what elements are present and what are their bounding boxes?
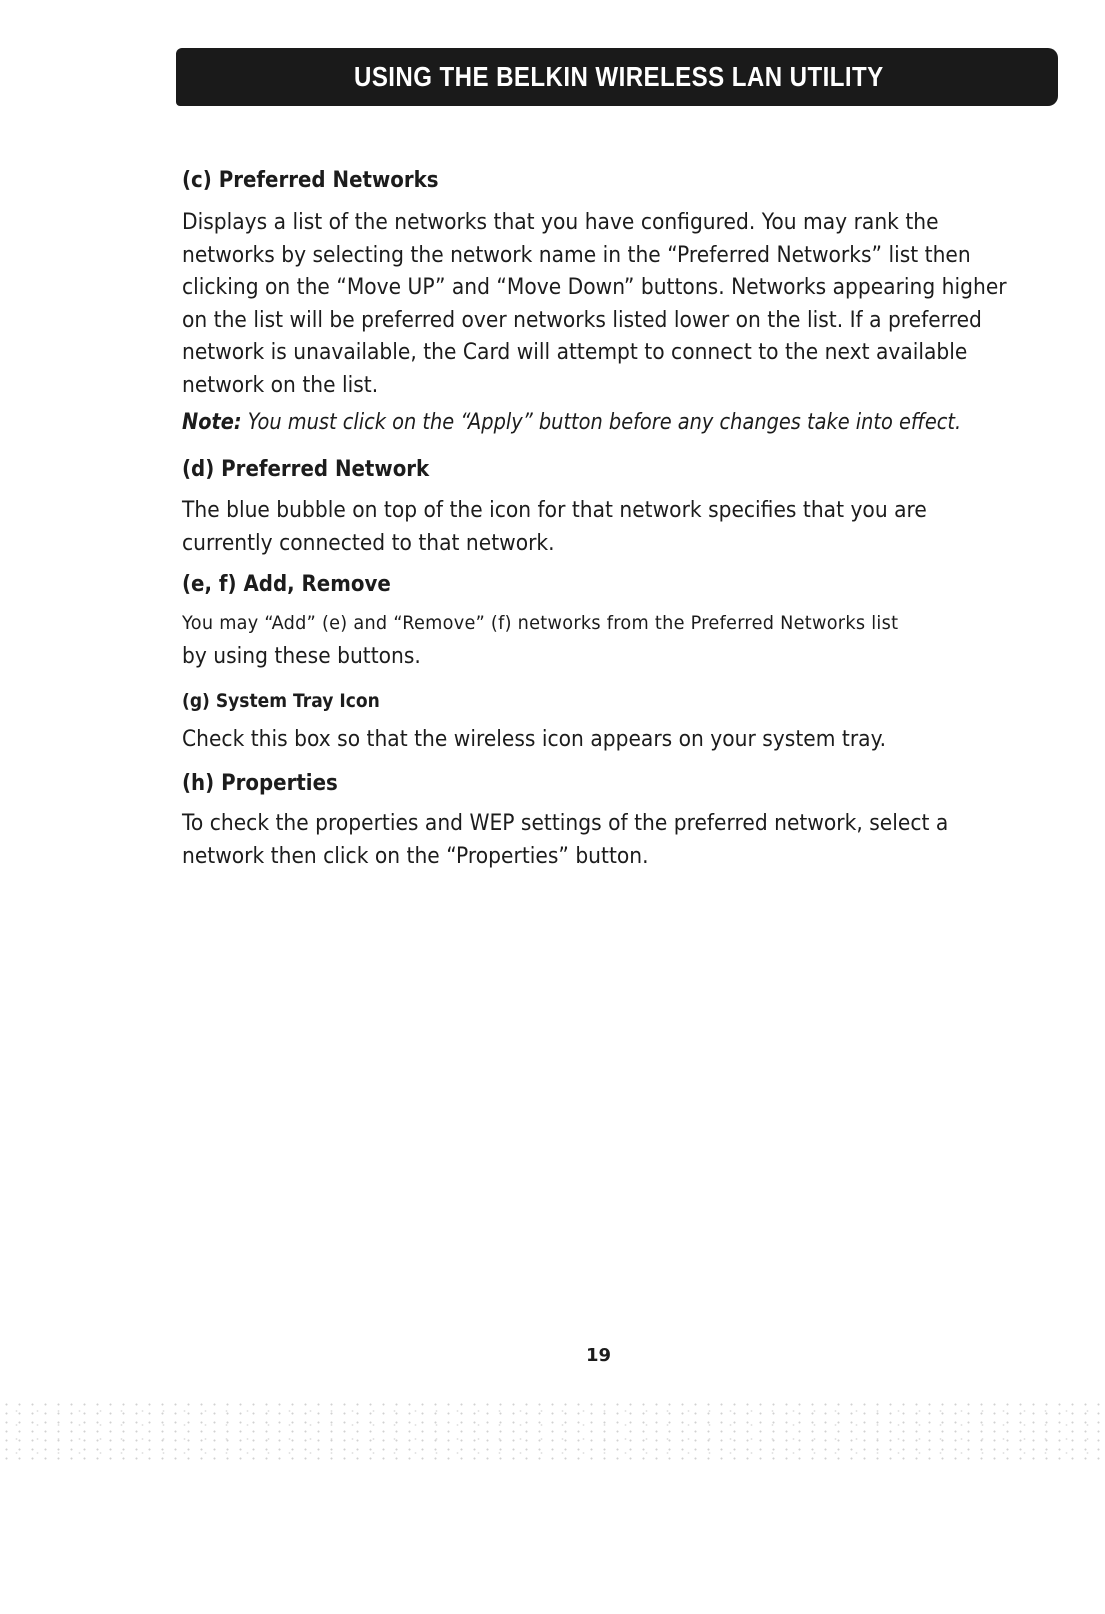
heading-properties: (h) Properties xyxy=(182,771,338,796)
banner-title: USING THE BELKIN WIRELESS LAN UTILITY xyxy=(354,61,884,92)
paragraph-system-tray-icon: Check this box so that the wireless icon appears on your system tray. xyxy=(182,726,887,752)
note xyxy=(182,410,961,435)
page-number: 19 xyxy=(586,1345,612,1366)
section-banner xyxy=(176,48,1058,106)
heading-system-tray-icon: (g) System Tray Icon xyxy=(182,690,380,712)
scan-noise xyxy=(0,1400,1105,1460)
paragraph-add-remove-line1: You may “Add” (e) and “Remove” (f) networks from the Preferred Networks list xyxy=(182,612,899,634)
paragraph-add-remove-line2: by using these buttons. xyxy=(182,643,421,669)
heading-preferred-networks: (c) Preferred Networks xyxy=(182,168,439,193)
heading-add-remove: (e, f) Add, Remove xyxy=(182,572,391,597)
note-label: Note: xyxy=(182,410,242,435)
heading-preferred-network: (d) Preferred Network xyxy=(182,457,430,482)
note-text: You must click on the “Apply” button before any changes take into effect. xyxy=(241,410,962,435)
paragraph-preferred-networks: Displays a list of the networks that you have configured. You may rank the networks by selecting the network name in the “Preferred Networks” list then clicking on the “Move UP” and “Move Down” buttons. Networks appearing higher on the list will be preferred over networks listed lower on the list. If a preferred network is unavailable, the Card will attempt to connect to the next available network on the list. xyxy=(182,209,1007,398)
paragraph-preferred-network: The blue bubble on top of the icon for that network specifies that you are currently connected to that network. xyxy=(182,497,927,556)
paragraph-properties: To check the properties and WEP settings of the preferred network, select a network then click on the “Properties” button. xyxy=(182,810,949,869)
